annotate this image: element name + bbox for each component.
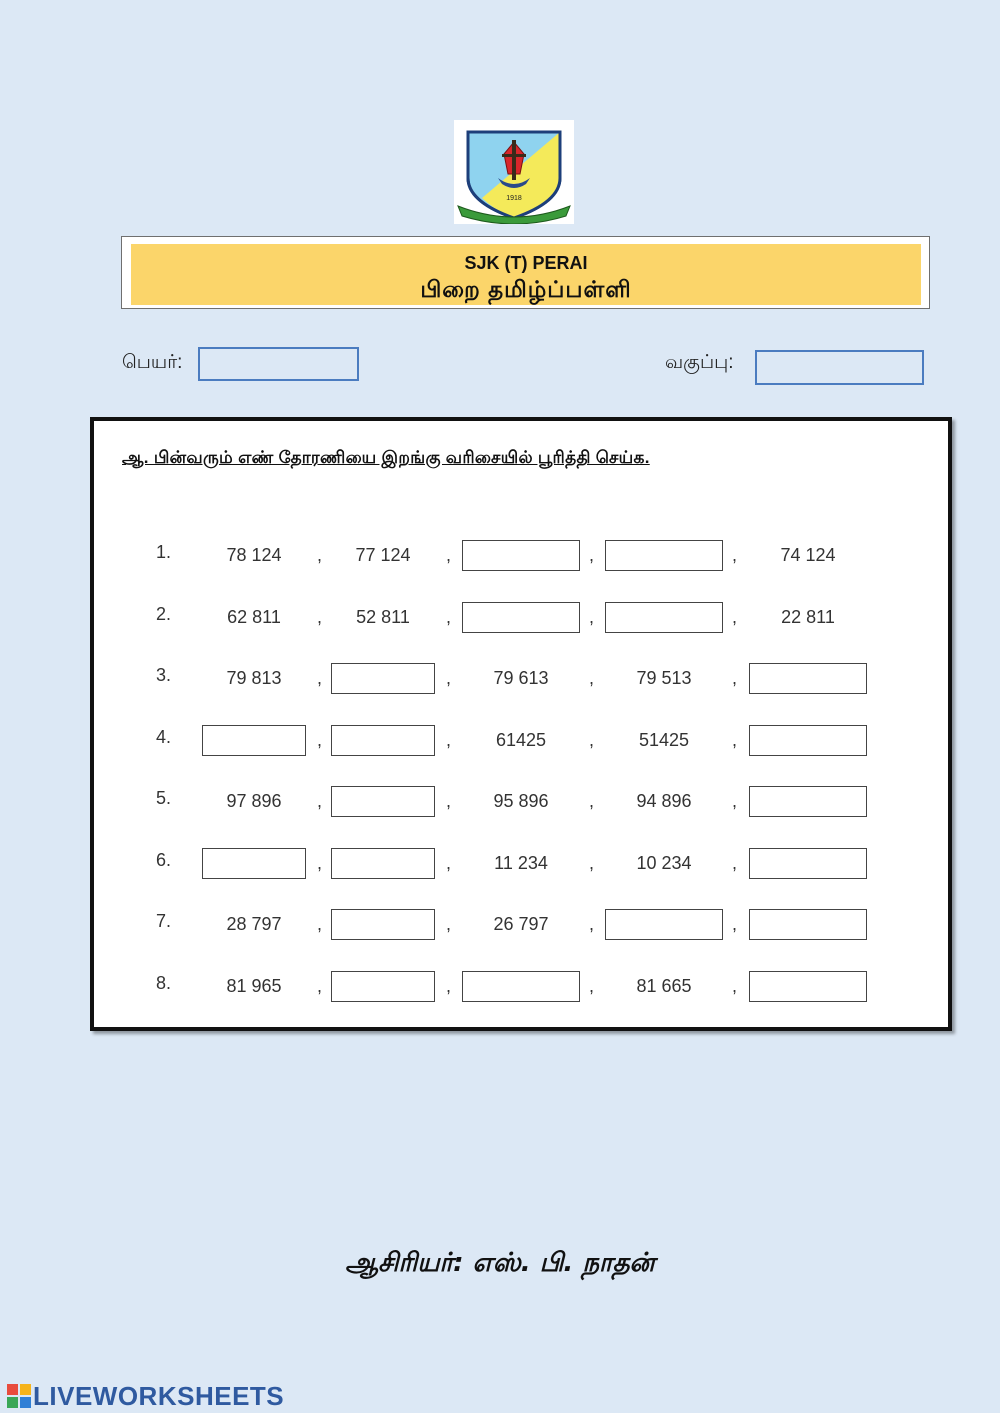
row-number: 1. xyxy=(156,542,172,562)
class-input[interactable] xyxy=(755,350,924,385)
row-number: 6. xyxy=(156,850,172,870)
separator-comma: , xyxy=(446,976,452,996)
liveworksheets-wordmark: LIVEWORKSHEETS xyxy=(33,1380,285,1411)
liveworksheets-brand[interactable] xyxy=(7,1380,284,1412)
separator-comma: , xyxy=(317,791,323,811)
row-number: 8. xyxy=(156,973,172,993)
sequence-number: 51425 xyxy=(638,730,690,750)
separator-comma: , xyxy=(732,976,738,996)
sequence-number: 62 811 xyxy=(227,607,281,627)
separator-comma: , xyxy=(317,914,323,934)
answer-box[interactable] xyxy=(749,725,867,756)
separator-comma: , xyxy=(446,853,452,873)
separator-comma: , xyxy=(732,607,738,627)
sequence-number: 74 124 xyxy=(780,545,836,565)
separator-comma: , xyxy=(589,853,595,873)
row-number: 4. xyxy=(156,727,172,747)
separator-comma: , xyxy=(589,607,595,627)
separator-comma: , xyxy=(446,545,452,565)
separator-comma: , xyxy=(589,668,595,688)
separator-comma: , xyxy=(317,607,323,627)
answer-box[interactable] xyxy=(331,848,435,879)
row-number: 2. xyxy=(156,604,172,624)
answer-box[interactable] xyxy=(605,602,723,633)
separator-comma: , xyxy=(732,668,738,688)
logo-year: 1918 xyxy=(506,195,522,202)
name-label: பெயர்: xyxy=(122,352,183,373)
separator-comma: , xyxy=(446,730,452,750)
answer-box[interactable] xyxy=(605,909,723,940)
answer-box[interactable] xyxy=(749,971,867,1002)
separator-comma: , xyxy=(589,730,595,750)
answer-box[interactable] xyxy=(462,602,580,633)
answer-box[interactable] xyxy=(331,971,435,1002)
school-name-english: SJK (T) PERAI xyxy=(464,253,588,273)
separator-comma: , xyxy=(589,914,595,934)
separator-comma: , xyxy=(589,545,595,565)
exercise-panel xyxy=(90,417,952,1031)
sequence-number: 94 896 xyxy=(636,791,692,811)
separator-comma: , xyxy=(317,668,323,688)
class-label: வகுப்பு: xyxy=(665,352,734,373)
sequence-number: 97 896 xyxy=(226,791,282,811)
liveworksheets-logo-icon xyxy=(7,1384,31,1408)
school-crest-logo xyxy=(454,120,574,224)
answer-box[interactable] xyxy=(331,909,435,940)
sequence-number: 78 124 xyxy=(226,545,282,565)
separator-comma: , xyxy=(446,914,452,934)
row-number: 3. xyxy=(156,665,172,685)
sequence-number: 61425 xyxy=(495,730,547,750)
row-number: 5. xyxy=(156,788,172,808)
school-name-tamil: பிறை தமிழ்ப்பள்ளி xyxy=(420,276,632,302)
sequence-number: 79 513 xyxy=(636,668,692,688)
answer-box[interactable] xyxy=(749,663,867,694)
sequence-number: 95 896 xyxy=(493,791,549,811)
separator-comma: , xyxy=(446,791,452,811)
sequence-number: 22 811 xyxy=(781,607,835,627)
sequence-number: 28 797 xyxy=(226,914,282,934)
separator-comma: , xyxy=(317,730,323,750)
school-title-frame xyxy=(121,236,930,309)
answer-box[interactable] xyxy=(749,909,867,940)
answer-box[interactable] xyxy=(331,663,435,694)
sequence-number: 77 124 xyxy=(355,545,411,565)
answer-box[interactable] xyxy=(331,725,435,756)
sequence-number: 79 813 xyxy=(226,668,282,688)
sequence-number: 10 234 xyxy=(636,853,692,873)
separator-comma: , xyxy=(589,976,595,996)
answer-box[interactable] xyxy=(331,786,435,817)
answer-box[interactable] xyxy=(462,971,580,1002)
answer-box[interactable] xyxy=(749,786,867,817)
answer-box[interactable] xyxy=(202,725,306,756)
separator-comma: , xyxy=(317,976,323,996)
separator-comma: , xyxy=(446,607,452,627)
separator-comma: , xyxy=(446,668,452,688)
name-input[interactable] xyxy=(198,347,359,381)
separator-comma: , xyxy=(732,853,738,873)
answer-box[interactable] xyxy=(749,848,867,879)
separator-comma: , xyxy=(732,914,738,934)
sequence-number: 52 811 xyxy=(356,607,410,627)
sequence-number: 11 234 xyxy=(494,853,548,873)
answer-box[interactable] xyxy=(605,540,723,571)
separator-comma: , xyxy=(732,545,738,565)
exercise-instruction: ஆ. பின்வரும் எண் தோரணியை இறங்கு வரிசையில் பூரித்தி செய்க. xyxy=(122,448,650,467)
teacher-name: ஆசிரியர்: எஸ். பி. நாதன் xyxy=(345,1248,655,1278)
separator-comma: , xyxy=(317,545,323,565)
row-number: 7. xyxy=(156,911,172,931)
separator-comma: , xyxy=(732,791,738,811)
sequence-number: 81 665 xyxy=(636,976,692,996)
separator-comma: , xyxy=(589,791,595,811)
sequence-number: 81 965 xyxy=(226,976,282,996)
school-title-band xyxy=(131,244,921,305)
answer-box[interactable] xyxy=(202,848,306,879)
sequence-number: 79 613 xyxy=(493,668,549,688)
sequence-number: 26 797 xyxy=(493,914,549,934)
separator-comma: , xyxy=(317,853,323,873)
answer-box[interactable] xyxy=(462,540,580,571)
separator-comma: , xyxy=(732,730,738,750)
